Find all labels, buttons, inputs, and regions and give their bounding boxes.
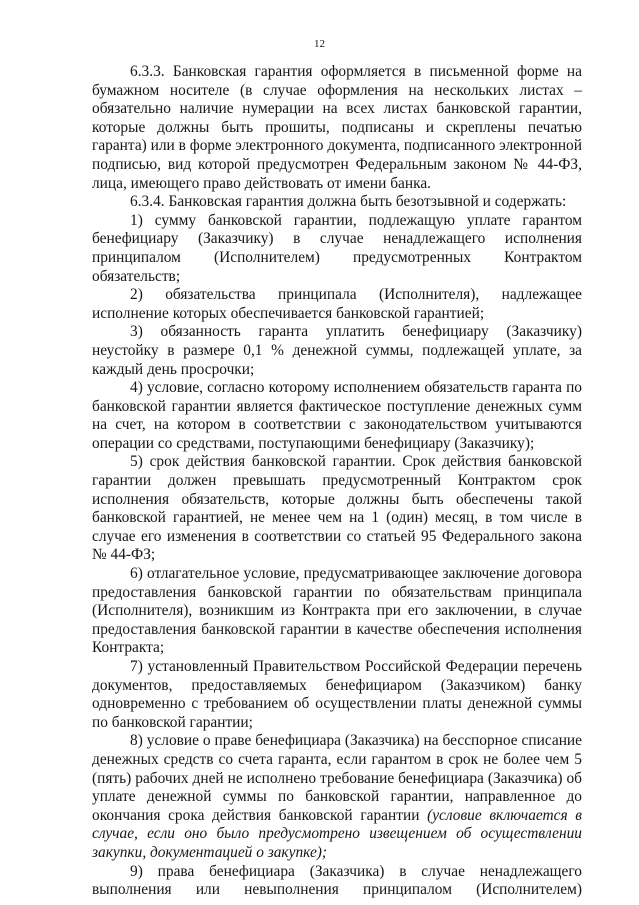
page-number: 12 bbox=[314, 38, 325, 50]
list-item-7: 7) установленный Правительством Российской Федерации перечень документов, предоставляемых бенефициаром (Заказчиком) банку одновременно с требованием об осуществлении платы денежной суммы по банковской гарантии; bbox=[92, 658, 582, 731]
list-item-8-italic-note: (условие включается в случае, если оно было предусмотрено извещением об осуществлении закупки, документацией о закупке); bbox=[92, 806, 582, 861]
list-item-6: 6) отлагательное условие, предусматривающее заключение договора предоставления банковской гарантии по обязательствам принципала (Исполнителя), возникшим из Контракта при его заключении, в случае предоставления банковской гарантии в качестве обеспечения исполнения Контракта; bbox=[92, 565, 582, 657]
list-item-5: 5) срок действия банковской гарантии. Срок действия банковской гарантии должен превышать предусмотренный Контрактом срок исполнения обязательств, которые должны быть обеспечены такой банковской гарантией, не менее чем на 1 (один) месяц, в том числе в случае его изменения в соответствии со статьей 95 Федерального закона № 44-ФЗ; bbox=[92, 453, 582, 564]
list-item-1: 1) сумму банковской гарантии, подлежащую уплате гарантом бенефициару (Заказчику) в случае ненадлежащего исполнения принципалом (Исполнителем) предусмотренных Контрактом обязательств; bbox=[92, 211, 582, 285]
list-item-8 bbox=[92, 732, 582, 862]
list-item-8-text: 8) условие о праве бенефициара (Заказчика) на бесспорное списание денежных средств со счета гаранта, если гарантом в срок не более чем 5 (пять) рабочих дней не исполнено требование бенефициара (Заказчика) об уплате денежной суммы по банковской гарантии, направленное до окончания срока действия банковской гарантии bbox=[92, 732, 582, 824]
list-item-3: 3) обязанность гаранта уплатить бенефициару (Заказчику) неустойку в размере 0,1 % денежной суммы, подлежащей уплате, за каждый день просрочки; bbox=[92, 323, 582, 378]
document-body bbox=[92, 63, 582, 900]
paragraph-6-3-4: 6.3.4. Банковская гарантия должна быть безотзывной и содержать: bbox=[130, 193, 567, 211]
list-item-4: 4) условие, согласно которому исполнением обязательств гаранта по банковской гарантии является фактическое поступление денежных сумм на счет, на котором в соответствии с законодательством учитываются операции со средствами, поступающими бенефициару (Заказчику); bbox=[92, 379, 582, 452]
list-item-9: 9) права бенефициара (Заказчика) в случае ненадлежащего выполнения или невыполнения принципалом (Исполнителем) bbox=[92, 862, 582, 899]
list-item-2: 2) обязательства принципала (Исполнителя), надлежащее исполнение которых обеспечивается банковской гарантией; bbox=[92, 286, 582, 322]
paragraph-6-3-3: 6.3.3. Банковская гарантия оформляется в письменной форме на бумажном носителе (в случае оформления на нескольких листах – обязательно наличие нумерации на всех листах банковской гарантии, которые должны быть прошиты, подписаны и скреплены печатью гаранта) или в форме электронного документа, подписанного электронной подписью, вид которой предусмотрен Федеральным законом № 44-ФЗ, лица, имеющего право действовать от имени банка. bbox=[92, 63, 582, 192]
